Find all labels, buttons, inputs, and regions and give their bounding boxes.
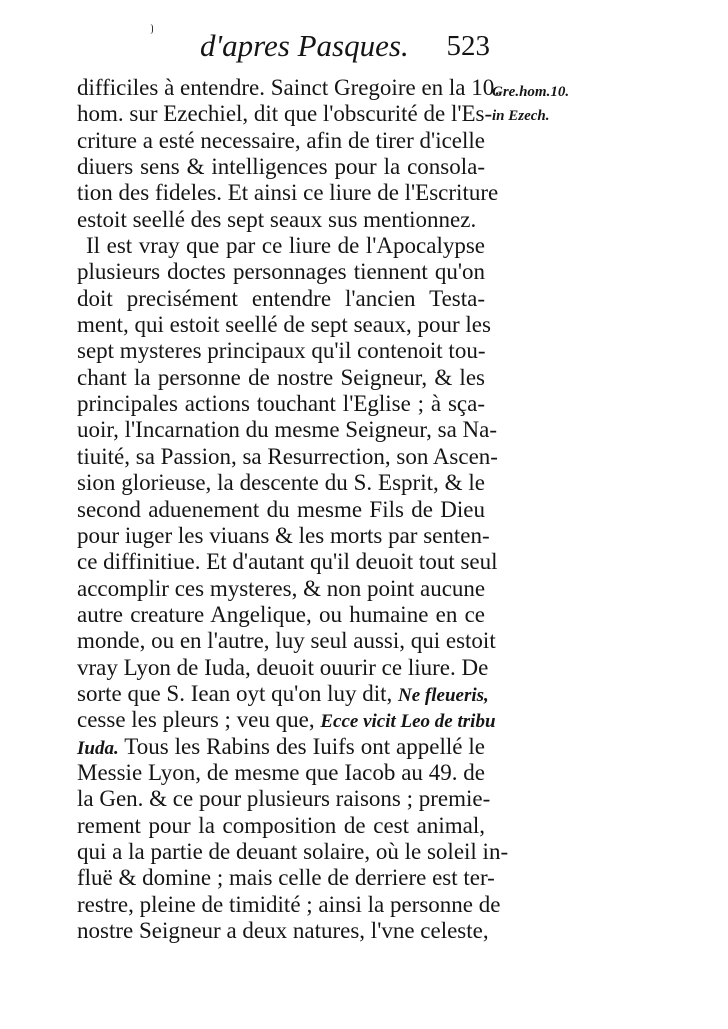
text-line: sion glorieuse, la descente du S. Esprit, & le [77,470,485,496]
text-line: la Gen. & ce pour plusieurs raisons ; premie- [77,786,491,812]
page-number: 523 [446,30,490,62]
text-line: vray Lyon de Iuda, deuoit ouurir ce liure. De [77,654,489,680]
text-segment: cesse les pleurs ; veu que, [77,707,315,733]
margin-note-line: Gre.hom.10. [492,84,570,100]
text-line: rement pour la composition de cest animal, [77,812,485,838]
text-line: diuers sens & intelligences pour la consola- [77,154,485,180]
print-mark [150,24,153,34]
text-line: ment, qui estoit seellé de sept seaux, pour les [77,312,491,338]
latin-quote: Ecce vicit Leo de tribu [320,711,496,733]
text-line: Il est vray que par ce liure de l'Apocalypse [86,233,485,259]
text-line: accomplir ces mysteres, & non point aucune [77,575,486,601]
text-line: monde, ou en l'autre, luy seul aussi, qui estoit [77,628,496,654]
text-line [77,680,489,707]
text-line: tion des fideles. Et ainsi ce liure de l'Escriture [77,180,499,206]
text-line: qui a la partie de deuant solaire, où le soleil in- [77,838,509,864]
running-title: d'apres Pasques. [200,28,409,63]
latin-quote: Iuda. [77,737,119,759]
margin-note [492,80,587,128]
text-line: chant la personne de nostre Seigneur, & les [77,364,485,390]
text-line: tiuité, sa Passion, sa Resurrection, son Ascen- [77,443,498,469]
text-segment: sorte que S. Iean oyt qu'on luy dit, [77,680,393,706]
text-line: criture a esté necessaire, afin de tirer d'icelle [77,127,485,153]
text-line: autre creature Angelique, ou humaine en ce [77,601,485,627]
body-text [77,75,509,944]
margin-note-line: in Ezech. [492,108,550,124]
text-line: principales actions touchant l'Eglise ; à sça- [77,391,485,417]
text-line: ce diffinitiue. Et d'autant qu'il deuoit tout seul [77,549,498,575]
text-line: difficiles à entendre. Sainct Gregoire en la 10. [77,75,500,100]
text-line: estoit seellé des sept seaux sus mentionnez. [77,206,477,232]
text-line [77,734,485,760]
running-head [200,26,490,66]
text-line: fluë & domine ; mais celle de derriere est ter- [77,865,495,891]
latin-quote: Ne fleueris, [398,684,489,706]
text-line: hom. sur Ezechiel, dit que l'obscurité de l'Es- [77,101,493,127]
text-line: second aduenement du mesme Fils de Dieu [77,496,485,522]
text-line [77,707,496,733]
text-line: pour iuger les viuans & les morts par senten- [77,522,490,548]
text-line: plusieurs doctes personnages tiennent qu'on [77,259,485,285]
text-line: Messie Lyon, de mesme que Iacob au 49. de [77,759,485,785]
text-line: sept mysteres principaux qu'il contenoit tou- [77,338,486,364]
text-line: doit precisément entendre l'ancien Testa- [77,285,485,311]
text-line: uoir, l'Incarnation du mesme Seigneur, sa Na- [77,417,498,443]
text-line: restre, pleine de timidité ; ainsi la personne de [77,891,501,917]
text-line: nostre Seigneur a deux natures, l'vne celeste, [77,918,489,943]
text-segment: Tous les Rabins des Iuifs ont appellé le [124,733,485,759]
